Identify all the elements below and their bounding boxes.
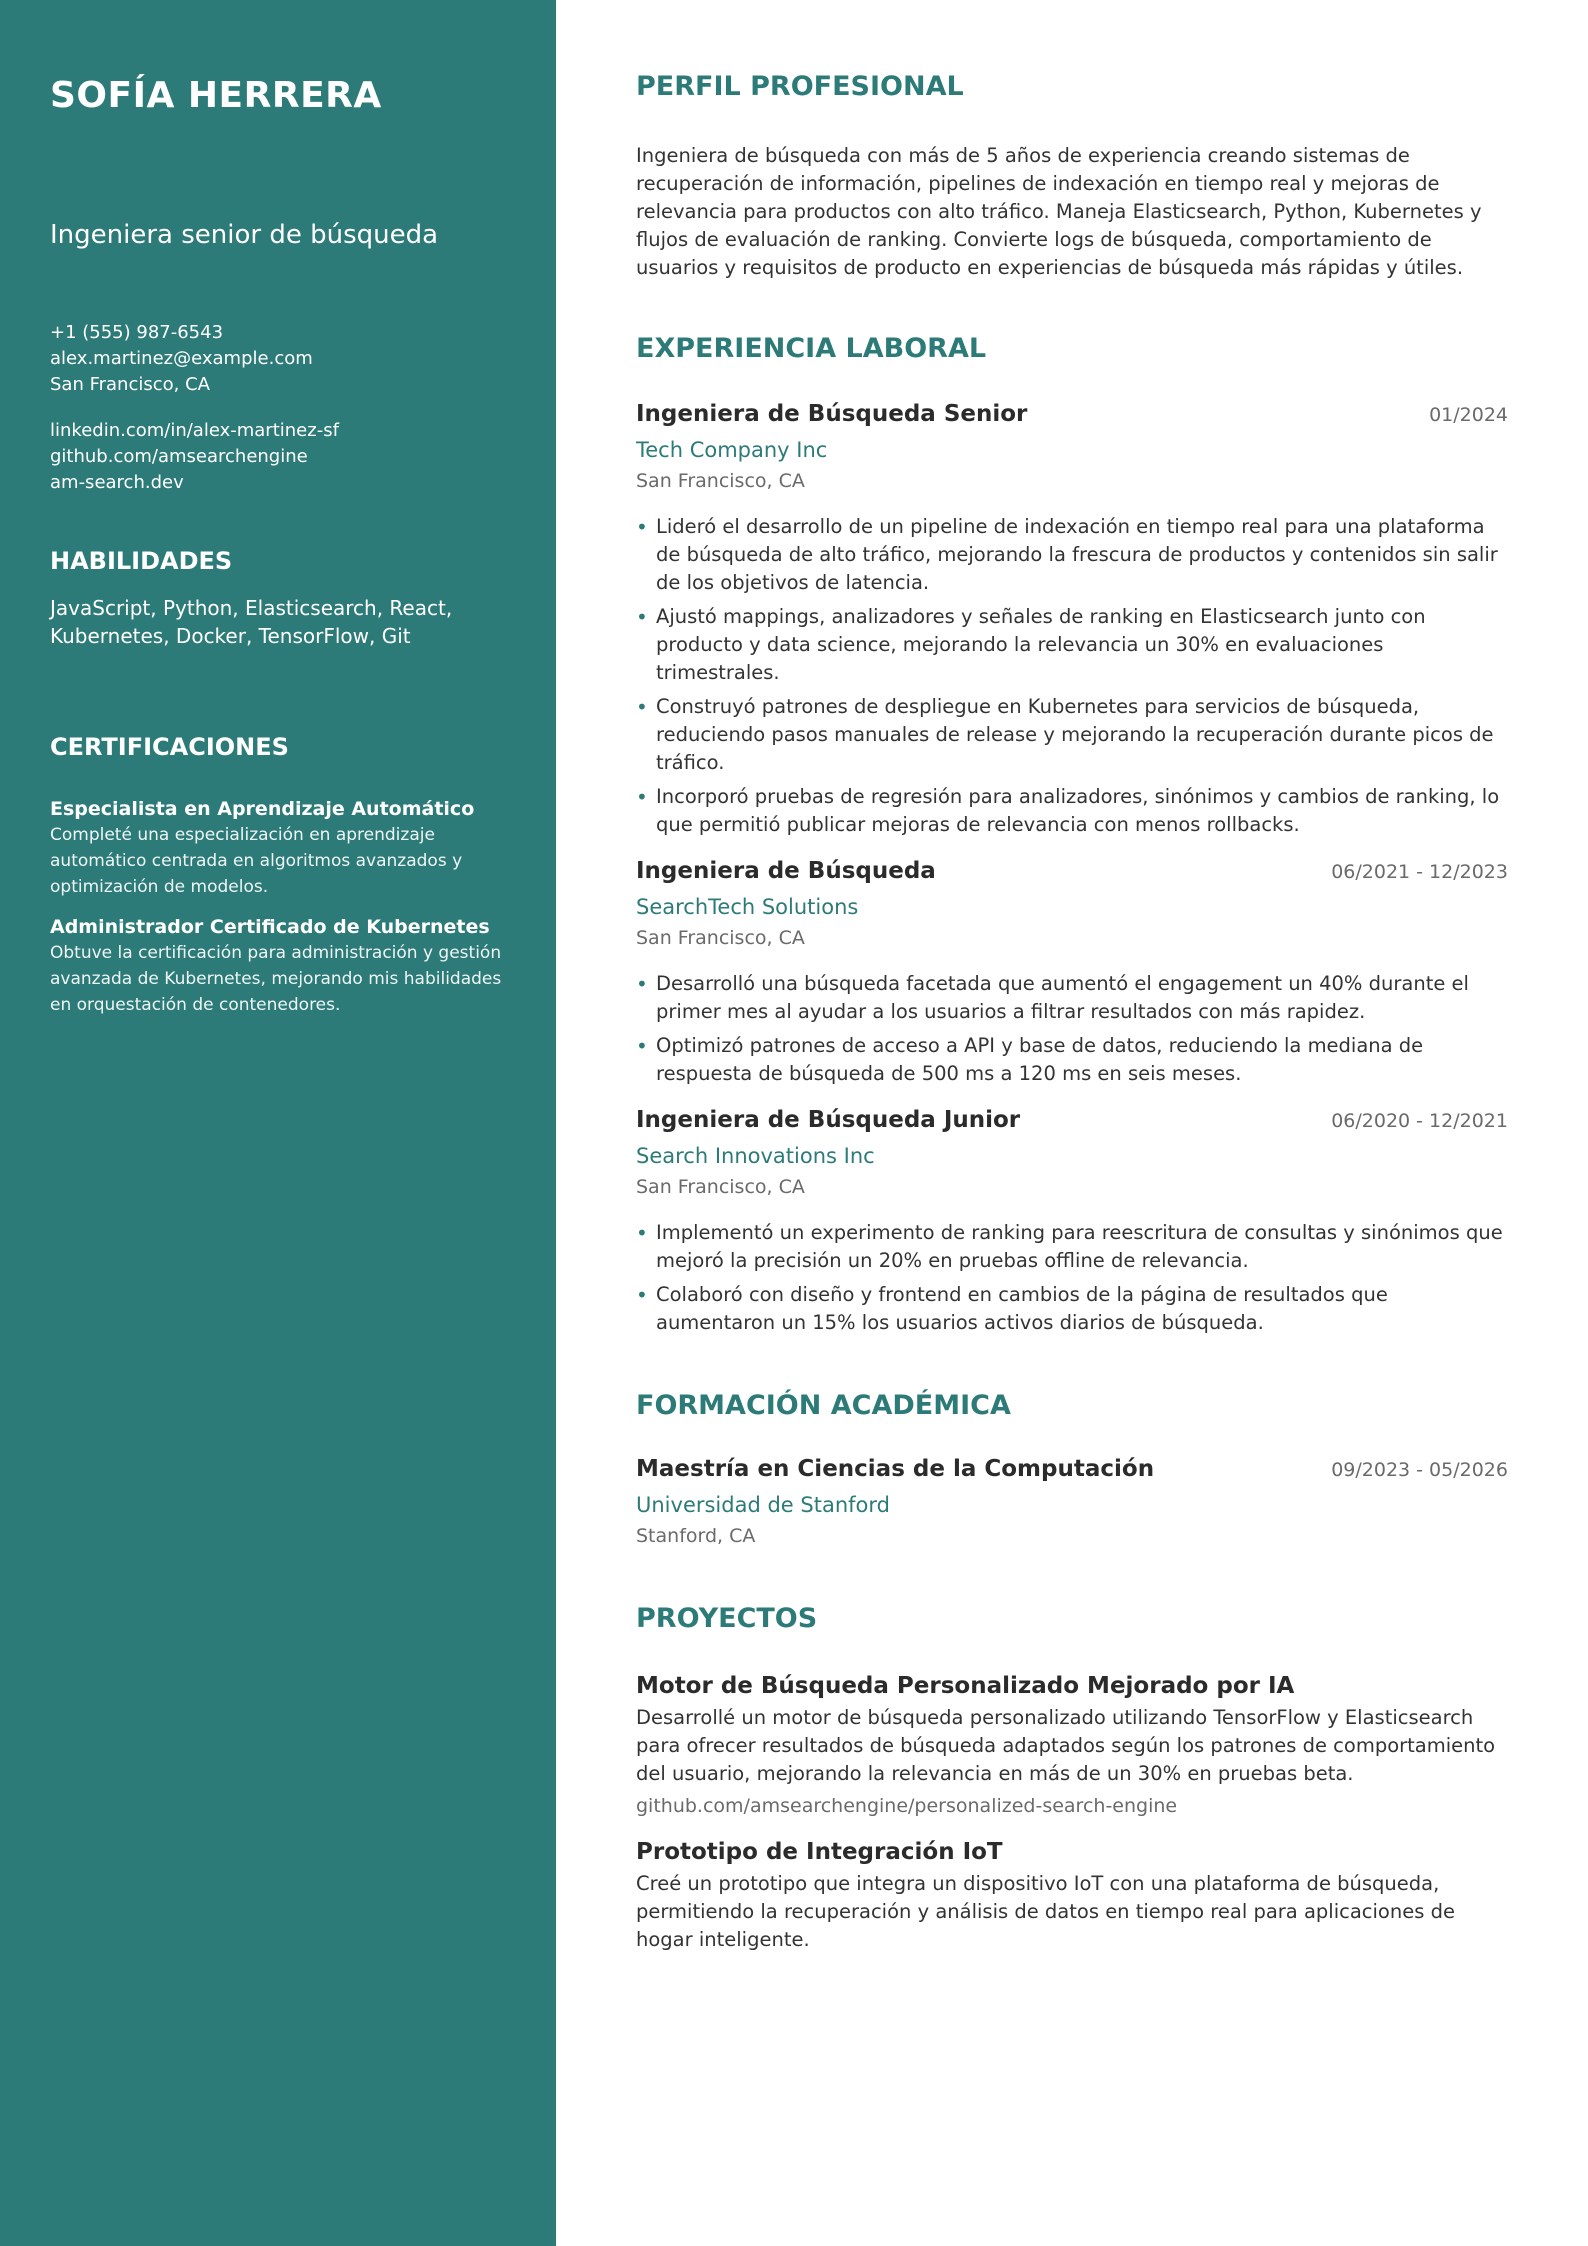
job-location: San Francisco, CA	[636, 470, 805, 492]
bullet-icon: •	[636, 972, 648, 996]
job-bullet-text: Colaboró con diseño y frontend en cambios de la página de resultados que aumentaron un 15% los usuarios activos diarios de búsqueda.	[656, 1283, 1388, 1334]
contact-location: San Francisco, CA	[50, 374, 210, 395]
job-location: San Francisco, CA	[636, 1176, 805, 1198]
bullet-icon: •	[636, 785, 648, 809]
phone-number: +1 (555) 987-6543	[50, 322, 224, 343]
education-date: 09/2023 - 05/2026	[1331, 1459, 1508, 1481]
certification-description: Obtuve la certificación para administración y gestión avanzada de Kubernetes, mejorando mis habilidades en orquestación de contenedores.	[50, 943, 502, 1015]
job-bullet-text: Implementó un experimento de ranking para reescritura de consultas y sinónimos que mejoró la precisión un 20% en pruebas offline de relevancia.	[656, 1221, 1503, 1272]
job-header	[636, 398, 1508, 431]
job-bullet-text: Ajustó mappings, analizadores y señales de ranking en Elasticsearch junto con producto y data science, mejorando la relevancia un 30% en evaluaciones trimestrales.	[656, 605, 1426, 684]
bullet-icon: •	[636, 515, 648, 539]
project-entry	[636, 1670, 1508, 1820]
job-bullet	[636, 970, 1508, 1026]
certification-item	[50, 914, 506, 1018]
bullet-icon: •	[636, 695, 648, 719]
job-bullets	[636, 1219, 1508, 1337]
experience-list	[636, 398, 1508, 1337]
certifications-list	[50, 796, 506, 1018]
project-description: Desarrollé un motor de búsqueda personalizado utilizando TensorFlow y Elasticsearch para ofrecer resultados de búsqueda adaptados según los patrones de comportamiento del usuario, mejorando la relevancia en más de un 30% en pruebas beta.	[636, 1706, 1496, 1785]
job-bullets	[636, 970, 1508, 1088]
contact-info	[50, 320, 506, 398]
email-address[interactable]: alex.martinez@example.com	[50, 348, 313, 369]
skills-list: JavaScript, Python, Elasticsearch, React, Kubernetes, Docker, TensorFlow, Git	[50, 596, 453, 648]
project-description: Creé un prototipo que integra un dispositivo IoT con una plataforma de búsqueda, permitiendo la recuperación y análisis de datos en tiempo real para aplicaciones de hogar inteligente.	[636, 1872, 1455, 1951]
job-bullet	[636, 603, 1508, 687]
job-header	[636, 855, 1508, 888]
bullet-icon: •	[636, 605, 648, 629]
skills-heading: HABILIDADES	[50, 547, 233, 575]
certification-description: Completé una especialización en aprendizaje automático centrada en algoritmos avanzados y optimización de modelos.	[50, 825, 463, 897]
github-link[interactable]: github.com/amsearchengine	[50, 446, 308, 467]
job-bullet-text: Desarrolló una búsqueda facetada que aumentó el engagement un 40% durante el primer mes al ayudar a los usuarios a filtrar resultados con más rapidez.	[656, 972, 1469, 1023]
job-location: San Francisco, CA	[636, 927, 805, 949]
job-header	[636, 1104, 1508, 1137]
job-date: 01/2024	[1429, 404, 1508, 426]
certification-title: Especialista en Aprendizaje Automático	[50, 798, 475, 820]
linkedin-link[interactable]: linkedin.com/in/alex-martinez-sf	[50, 420, 339, 441]
job-bullet	[636, 1032, 1508, 1088]
website-link[interactable]: am-search.dev	[50, 472, 184, 493]
job-entry	[636, 855, 1508, 1088]
certifications-heading: CERTIFICACIONES	[50, 733, 289, 761]
education-school: Universidad de Stanford	[636, 1493, 890, 1517]
project-link[interactable]: github.com/amsearchengine/personalized-search-engine	[636, 1795, 1178, 1817]
education-heading: FORMACIÓN ACADÉMICA	[636, 1390, 1011, 1421]
job-date: 06/2020 - 12/2021	[1331, 1110, 1508, 1132]
bullet-icon: •	[636, 1221, 648, 1245]
job-bullet-text: Lideró el desarrollo de un pipeline de indexación en tiempo real para una plataforma de búsqueda de alto tráfico, mejorando la frescura de productos y contenidos sin salir de los objetivos de latencia.	[656, 515, 1498, 594]
job-company: Search Innovations Inc	[636, 1144, 875, 1168]
education-degree: Maestría en Ciencias de la Computación	[636, 1456, 1155, 1482]
project-entry	[636, 1836, 1508, 1954]
job-bullet	[636, 1219, 1508, 1275]
project-title: Prototipo de Integración IoT	[636, 1839, 1003, 1865]
job-bullet	[636, 783, 1508, 839]
summary-heading: PERFIL PROFESIONAL	[636, 71, 964, 102]
job-bullet-text: Construyó patrones de despliegue en Kubernetes para servicios de búsqueda, reduciendo pasos manuales de release y mejorando la recuperación durante picos de tráfico.	[656, 695, 1494, 774]
job-bullet	[636, 1281, 1508, 1337]
education-entry	[636, 1453, 1508, 1550]
candidate-name: SOFÍA HERRERA	[50, 75, 382, 116]
education-location: Stanford, CA	[636, 1525, 756, 1547]
job-title: Ingeniera de Búsqueda	[636, 858, 936, 884]
main-content	[556, 0, 1588, 2246]
job-bullets	[636, 513, 1508, 839]
sidebar	[0, 0, 556, 2246]
job-bullet	[636, 693, 1508, 777]
job-company: Tech Company Inc	[636, 438, 828, 462]
project-title: Motor de Búsqueda Personalizado Mejorado por IA	[636, 1673, 1295, 1699]
experience-heading: EXPERIENCIA LABORAL	[636, 333, 987, 364]
profile-links	[50, 418, 506, 496]
professional-summary: Ingeniera de búsqueda con más de 5 años de experiencia creando sistemas de recuperación de información, pipelines de indexación en tiempo real y mejoras de relevancia para productos con alto tráfico. Maneja Elasticsearch, Python, Kubernetes y flujos de evaluación de ranking. Convierte logs de búsqueda, comportamiento de usuarios y requisitos de producto en experiencias de búsqueda más rápidas y útiles.	[636, 144, 1482, 279]
job-company: SearchTech Solutions	[636, 895, 859, 919]
candidate-role: Ingeniera senior de búsqueda	[50, 220, 439, 250]
job-bullet-text: Optimizó patrones de acceso a API y base de datos, reduciendo la mediana de respuesta de búsqueda de 500 ms a 120 ms en seis meses.	[656, 1034, 1424, 1085]
job-entry	[636, 1104, 1508, 1337]
job-bullet-text: Incorporó pruebas de regresión para analizadores, sinónimos y cambios de ranking, lo que permitió publicar mejoras de relevancia con menos rollbacks.	[656, 785, 1500, 836]
job-date: 06/2021 - 12/2023	[1331, 861, 1508, 883]
job-title: Ingeniera de Búsqueda Junior	[636, 1107, 1021, 1133]
job-bullet	[636, 513, 1508, 597]
projects-heading: PROYECTOS	[636, 1603, 818, 1634]
education-header	[636, 1453, 1508, 1486]
job-entry	[636, 398, 1508, 839]
projects-list	[636, 1670, 1508, 1954]
bullet-icon: •	[636, 1034, 648, 1058]
job-title: Ingeniera de Búsqueda Senior	[636, 401, 1028, 427]
certification-title: Administrador Certificado de Kubernetes	[50, 916, 490, 938]
bullet-icon: •	[636, 1283, 648, 1307]
certification-item	[50, 796, 506, 900]
